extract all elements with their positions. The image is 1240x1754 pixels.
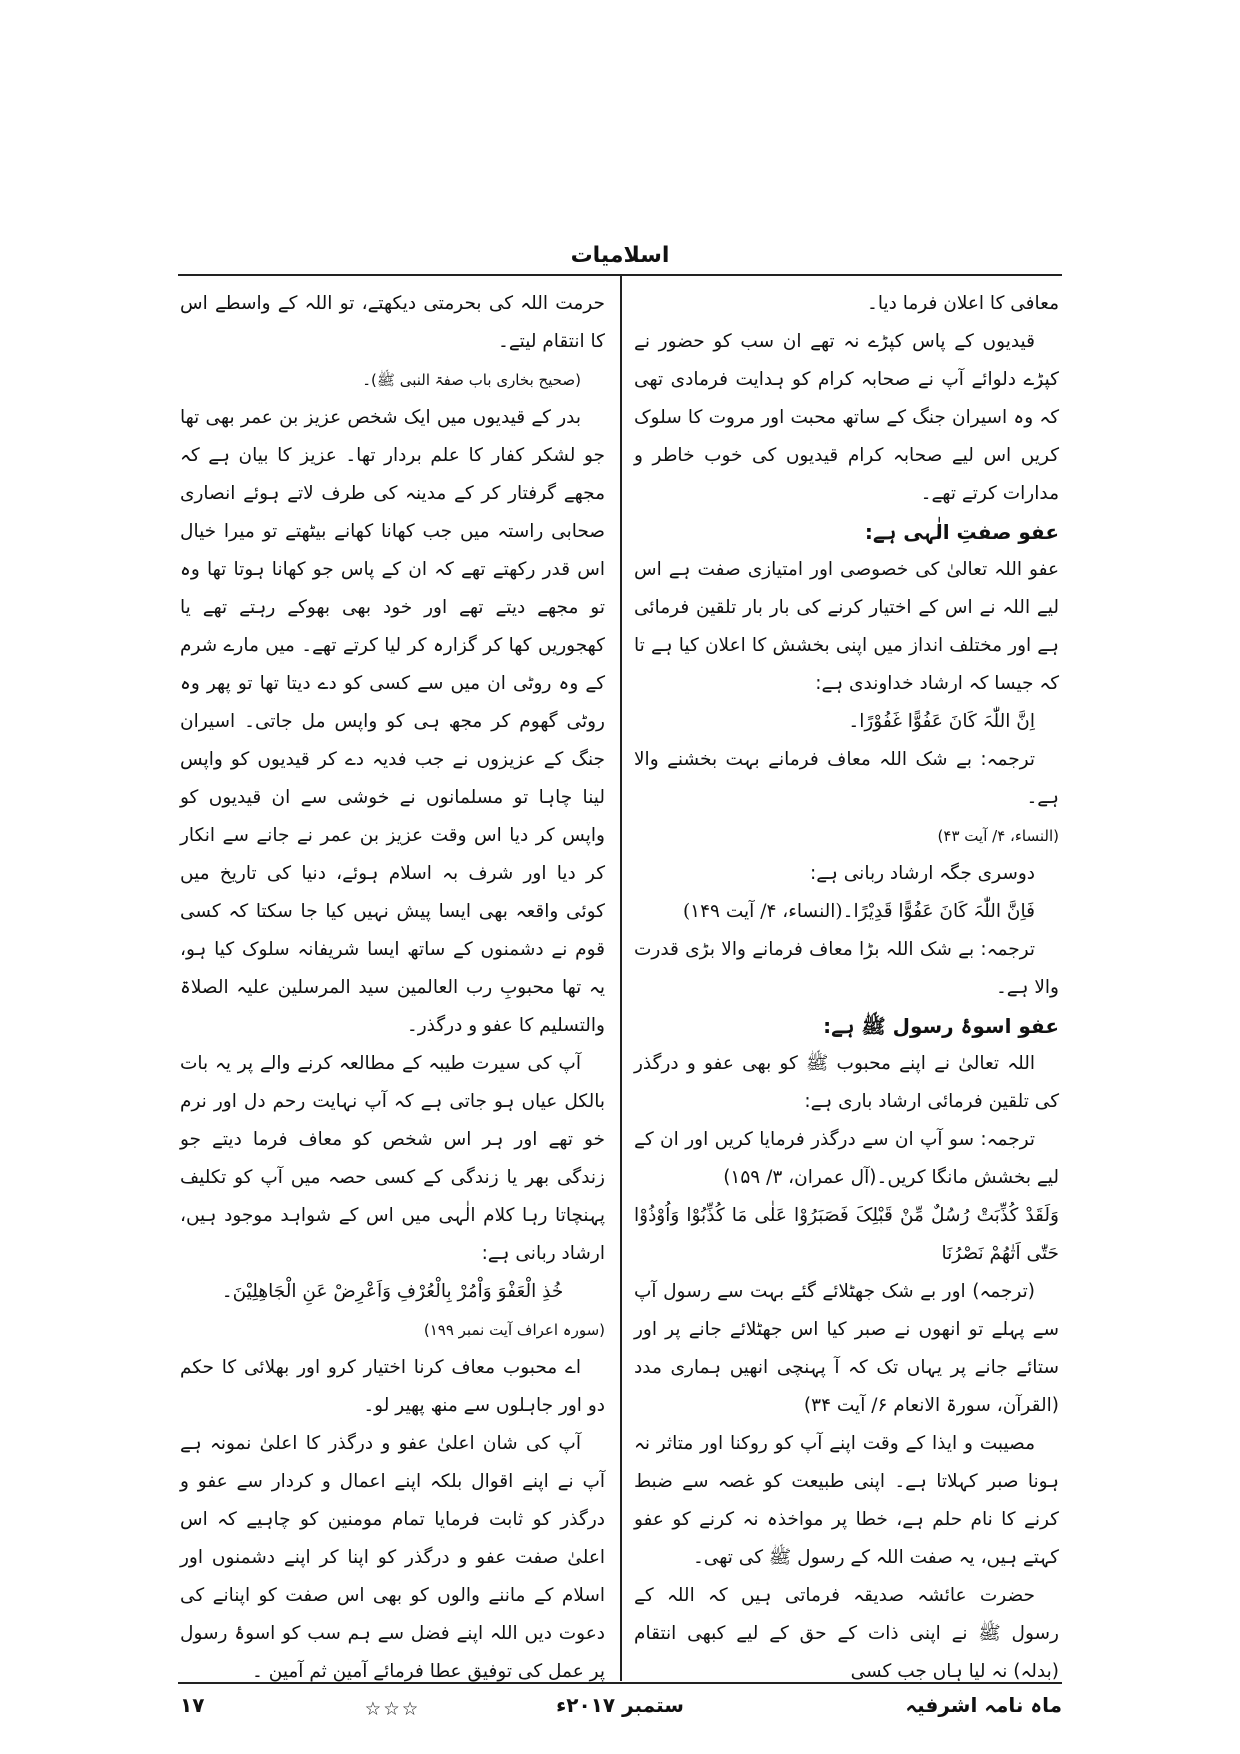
paragraph: معافی کا اعلان فرما دیا۔ bbox=[867, 293, 1059, 314]
paragraph: حرمت اللہ کی بحرمتی دیکھتے، تو اللہ کے واسطے اس کا انتقام لیتے۔ bbox=[180, 293, 605, 352]
magazine-name: ماہ نامہ اشرفیہ bbox=[905, 1693, 1062, 1717]
translation: ترجمہ: بے شک اللہ بڑا معاف فرمانے والا بڑی قدرت والا ہے۔ bbox=[634, 939, 1059, 998]
translation: اے محبوب معاف کرنا اختیار کرو اور بھلائی کا حکم دو اور جاہلوں سے منھ پھیر لو۔ bbox=[180, 1357, 605, 1416]
translation: ترجمہ: بے شک اللہ معاف فرمانے بہت بخشنے والا ہے۔ bbox=[634, 749, 1059, 808]
paragraph: اللہ تعالیٰ نے اپنے محبوب ﷺ کو بھی عفو و درگذر کی تلقین فرمائی ارشاد باری ہے: bbox=[634, 1053, 1059, 1112]
translation: ترجمہ: سو آپ ان سے درگذر فرمایا کریں اور ان کے لیے بخشش مانگا کریں۔(آل عمران، ۳/ ۱۵۹) bbox=[634, 1129, 1059, 1188]
end-ornament: ☆☆☆ bbox=[364, 1699, 421, 1720]
citation: (النساء، ۴/ آیت ۴۳) bbox=[937, 827, 1059, 845]
paragraph: مصیبت و ایذا کے وقت اپنے آپ کو روکنا اور متاثر نہ ہونا صبر کہلاتا ہے۔ اپنی طبیعت کو غصہ سے ضبط کرنے کا نام حلم ہے، خطا پر مواخذہ نہ کرنے کو عفو کہتے ہیں، یہ صفت اللہ کے رسول ﷺ کی تھی۔ bbox=[634, 1433, 1059, 1568]
quran-verse: خُذِ الْعَفْوَ وَاْمُرْ بِالْعُرْفِ وَاَعْرِضْ عَنِ الْجَاھِلِیْنَ۔ bbox=[221, 1281, 564, 1302]
section-heading: عفو اسوۂ رسول ﷺ ہے: bbox=[823, 1014, 1059, 1038]
quran-verse: اِنَّ اللّٰہَ کَانَ عَفُوًّا غَفُوْرًا۔ bbox=[848, 711, 1035, 732]
translation: (ترجمہ) اور بے شک جھٹلائے گئے بہت سے رسول آپ سے پہلے تو انھوں نے صبر کیا اس جھٹلائے جانے پر اور ستائے جانے پر یہاں تک کہ آ پہنچی انھیں ہماری مدد (القرآن، سورۃ الانعام ۶/ آیت ۳۴) bbox=[634, 1281, 1059, 1416]
quran-verse: فَاِنَّ اللّٰہَ کَانَ عَفُوًّا قَدِیْرًا۔(النساء، ۴/ آیت ۱۴۹) bbox=[682, 901, 1035, 922]
paragraph: حضرت عائشہ صدیقہ فرماتی ہیں کہ اللہ کے رسول ﷺ نے اپنی ذات کے حق کے لیے کبھی انتقام (بدلہ) نہ لیا ہاں جب کسی bbox=[634, 1585, 1059, 1682]
right-column bbox=[634, 285, 1059, 1691]
section-heading: عفو صفتِ الٰہی ہے: bbox=[864, 520, 1059, 544]
footer-divider bbox=[178, 1682, 1062, 1684]
column-divider bbox=[620, 276, 622, 1681]
citation: (صحیح بخاری باب صفۃ النبی ﷺ)۔ bbox=[362, 371, 581, 389]
paragraph: دوسری جگہ ارشاد ربانی ہے: bbox=[809, 863, 1035, 884]
quran-verse: وَلَقَدْ کُذِّبَتْ رُسُلٌ مِّنْ قَبْلِکَ فَصَبَرُوْا عَلٰی مَا کُذِّبُوْا وَاُوْذُوْا حَتّٰی اَتٰھُمْ نَصْرُنَا bbox=[634, 1205, 1059, 1264]
left-column bbox=[180, 285, 605, 1729]
issue-date: ستمبر ۲۰۱۷ء bbox=[556, 1693, 684, 1717]
paragraph: آپ کی شان اعلیٰ عفو و درگذر کا اعلیٰ نمونہ ہے آپ نے اپنے اقوال بلکہ اپنے اعمال و کردار سے عفو و درگذر کو ثابت فرمایا تمام مومنین کو چاہیے کہ اس اعلیٰ صفت عفو و درگذر کو اپنا کر اپنے دشمنوں اور اسلام کے ماننے والوں کو بھی اس صفت کو اپنانے کی دعوت دیں اللہ اپنے فضل سے ہم سب کو اسوۂ رسول پر عمل کی توفیق عطا فرمائے آمین ثم آمین ۔ bbox=[180, 1433, 606, 1682]
paragraph: بدر کے قیدیوں میں ایک شخص عزیز بن عمر بھی تھا جو لشکر کفار کا علم بردار تھا۔ عزیز کا بیان ہے کہ مجھے گرفتار کر کے مدینہ کی طرف لاتے ہوئے انصاری صحابی راستہ میں جب کھانا کھانے بیٹھتے تو میرا خیال اس قدر رکھتے تھے کہ ان کے پاس جو کھانا ہوتا تھا وہ تو مجھے دیتے تھے اور خود بھی بھوکے رہتے تھے یا کھجوریں کھا کر گزارہ کر لیا کرتے تھے۔ میں مارے شرم کے وہ روٹی ان میں سے کسی کو دے دیتا تھا تو پھر وہ روٹی گھوم کر مجھ ہی کو واپس مل جاتی۔ اسیران جنگ کے عزیزوں نے جب فدیہ دے کر قیدیوں کو واپس لینا چاہا تو مسلمانوں نے خوشی سے ان قیدیوں کو واپس کر دیا اس وقت عزیز بن عمر نے جانے سے انکار کر دیا اور شرف بہ اسلام ہوئے، دنیا کی تاریخ میں کوئی واقعہ بھی ایسا پیش نہیں کیا جا سکتا کہ کسی قوم نے دشمنوں کے ساتھ ایسا شریفانہ سلوک کیا ہو، یہ تھا محبوبِ رب العالمین سید المرسلین علیہ الصلاۃ والتسلیم کا عفو و درگذر۔ bbox=[180, 407, 605, 1036]
paragraph: آپ کی سیرت طیبہ کے مطالعہ کرنے والے پر یہ بات بالکل عیاں ہو جاتی ہے کہ آپ نہایت رحم دل اور نرم خو تھے اور ہر اس شخص کو معاف فرما دیتے جو زندگی بھر یا زندگی کے کسی حصہ میں آپ کو تکلیف پہنچاتا رہا کلام الٰہی میں اس کے شواہد موجود ہیں، ارشاد ربانی ہے: bbox=[180, 1053, 605, 1264]
paragraph: عفو اللہ تعالیٰ کی خصوصی اور امتیازی صفت ہے اس لیے اللہ نے اس کے اختیار کرنے کی بار بار تلقین فرمائی ہے اور مختلف انداز میں اپنی بخشش کا اعلان کیا ہے تا کہ جیسا کہ ارشاد خداوندی ہے: bbox=[634, 559, 1059, 694]
page-number: ۱۷ bbox=[180, 1693, 205, 1717]
section-title: اسلامیات bbox=[570, 243, 670, 268]
citation: (سورہ اعراف آیت نمبر ۱۹۹) bbox=[423, 1321, 605, 1339]
paragraph: قیدیوں کے پاس کپڑے نہ تھے ان سب کو حضور نے کپڑے دلوائے آپ نے صحابہ کرام کو ہدایت فرمادی تھی کہ وہ اسیران جنگ کے ساتھ محبت اور مروت کا سلوک کریں اس لیے صحابہ کرام قیدیوں کی خوب خاطر و مدارات کرتے تھے۔ bbox=[634, 331, 1059, 504]
